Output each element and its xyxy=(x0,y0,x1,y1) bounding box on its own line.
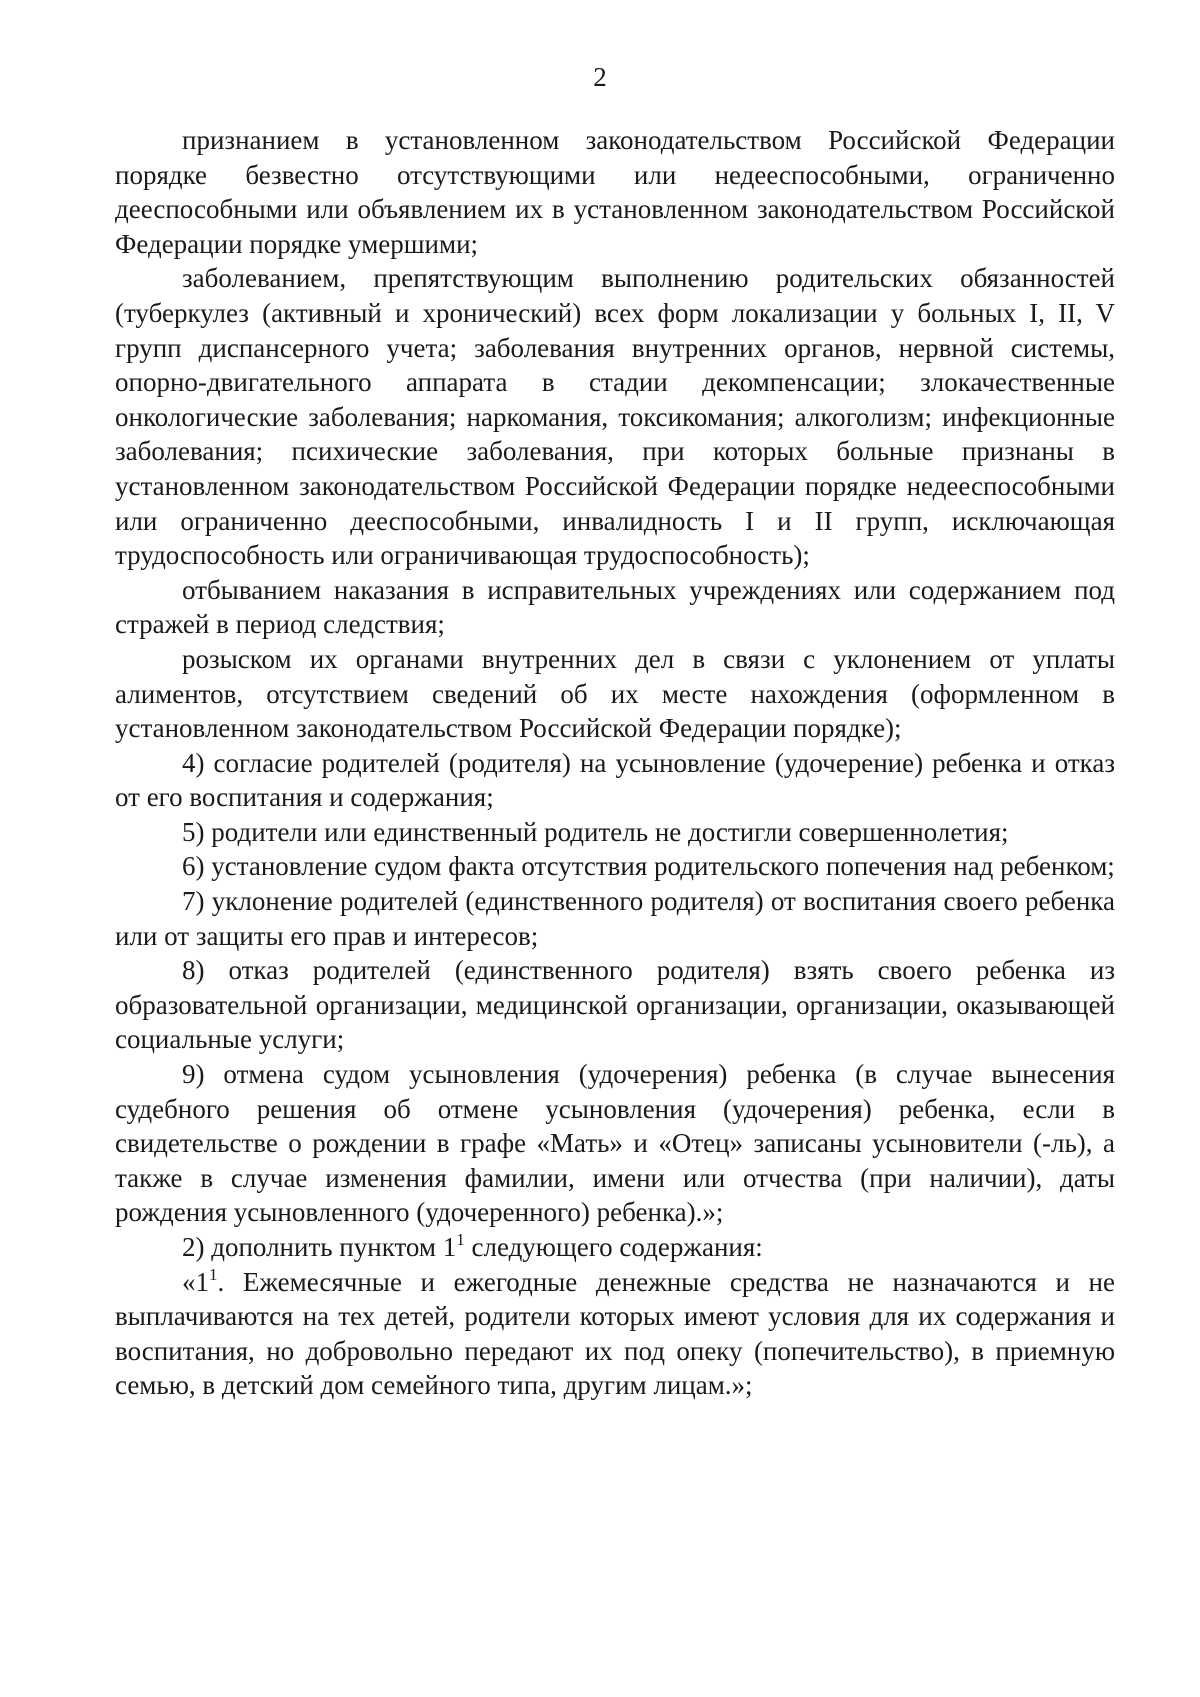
new-point-1-1-superscript: 1 xyxy=(209,1264,218,1284)
page-number: 2 xyxy=(593,62,607,92)
list-item-8: 8) отказ родителей (единственного родителя) взять своего ребенка из образовательной организации, медицинской организации, организации, оказывающей социальные услуги; xyxy=(115,955,1115,1055)
amendment-item-2 xyxy=(115,1230,1115,1265)
amendment-item-2-tail: следующего содержания: xyxy=(464,1232,763,1262)
new-point-1-1-text: . Ежемесячные и ежегодные денежные средства не назначаются и не выплачиваются на тех детей, родители которых имеют условия для их содержания и воспитания, но добровольно передают их под опеку (попечительство), в приемную семью, в детский дом семейного типа, другим лицам.»; xyxy=(115,1266,1115,1401)
list-item-4: 4) согласие родителей (родителя) на усыновление (удочерение) ребенка и отказ от его воспитания и содержания; xyxy=(115,747,1115,813)
amendment-item-2-superscript: 1 xyxy=(456,1230,465,1249)
list-item-7: 7) уклонение родителей (единственного родителя) от воспитания своего ребенка или от защиты его прав и интересов; xyxy=(115,886,1115,951)
new-point-1-1 xyxy=(115,1265,1115,1403)
list-item-6: 6) установление судом факта отсутствия родительского попечения над ребенком; xyxy=(182,851,1115,882)
list-item-5: 5) родители или единственный родитель не достигли совершеннолетия; xyxy=(182,816,1009,847)
paragraph-search: розыском их органами внутренних дел в связи с уклонением от уплаты алиментов, отсутствием сведений об их месте нахождения (оформленном в установленном законодательством Российской Федерации порядке); xyxy=(115,643,1115,744)
amendment-item-2-text: 2) дополнить пунктом 1 xyxy=(182,1232,457,1262)
document-body xyxy=(115,123,1115,1403)
paragraph-imprisonment: отбыванием наказания в исправительных учреждениях или содержанием под стражей в период следствия; xyxy=(115,574,1115,640)
paragraph-incapacity: признанием в установленном законодательством Российской Федерации порядке безвестно отсутствующими или недееспособными, ограниченно дееспособными или объявлением их в установленном законодательством Российской Федерации порядке умершими; xyxy=(115,125,1115,259)
paragraph-illness: заболеванием, препятствующим выполнению родительских обязанностей (туберкулез (активный и хронический) всех форм локализации у больных I, II, V групп диспансерного учета; заболевания внутренних органов, нервной системы, опорно-двигательного аппарата в стадии декомпенсации; злокачественные онкологические заболевания; наркомания, токсикомания; алкоголизм; инфекционные заболевания; психические заболевания, при которых больные признаны в установленном законодательством Российской Федерации порядке недееспособными или ограниченно дееспособными, инвалидность I и II групп, исключающая трудоспособность или ограничивающая трудоспособность); xyxy=(115,263,1115,571)
new-point-1-1-number: «1 xyxy=(182,1266,209,1297)
list-item-9: 9) отмена судом усыновления (удочерения) ребенка (в случае вынесения судебного решения об отмене усыновления (удочерения) ребенка, если в свидетельстве о рождении в графе «Мать» и «Отец» записаны усыновители (-ль), а также в случае изменения фамилии, имени или отчества (при наличии), даты рождения усыновленного (удочеренного) ребенка).»; xyxy=(115,1059,1115,1228)
